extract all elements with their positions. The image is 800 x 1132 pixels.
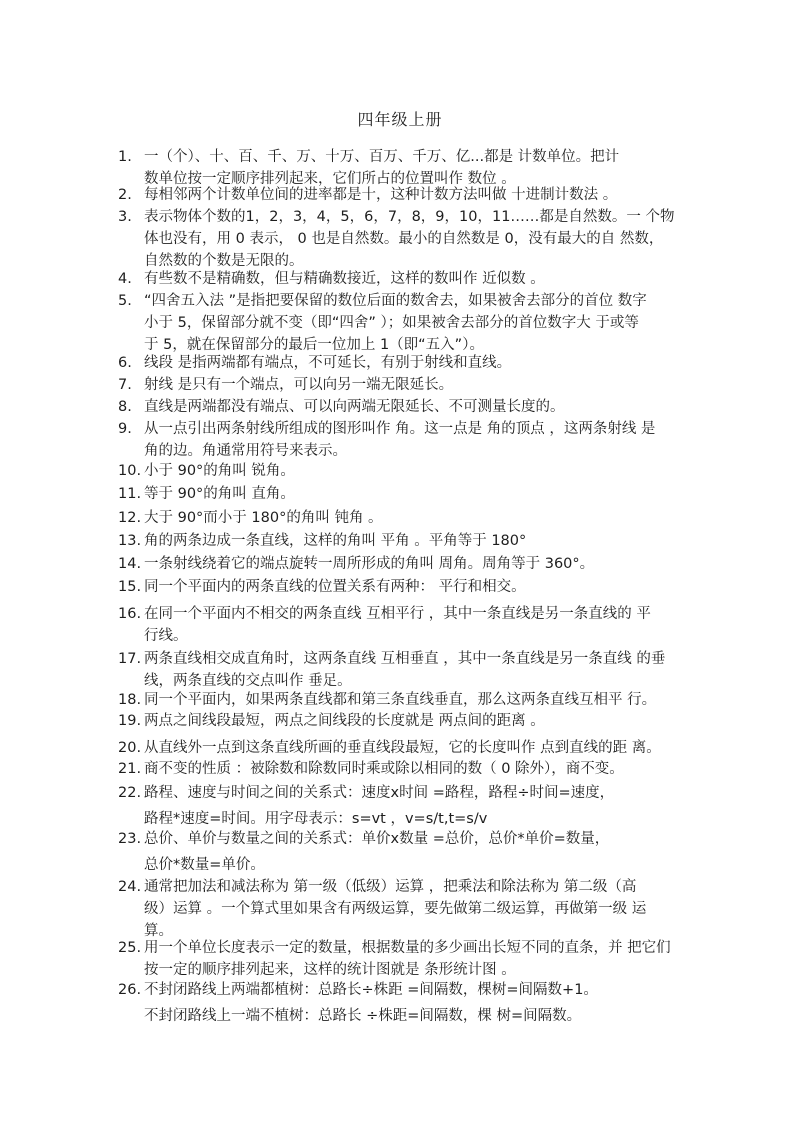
- item-number: 24.: [118, 879, 142, 895]
- item-text: 两点之间线段最短，两点之间线段的长度就是 两点间的距离 。: [144, 713, 545, 729]
- item-continuation: 不封闭路线上一端不植树：总路长 ÷株距=间隔数，棵 树=间隔数。: [144, 1008, 582, 1024]
- item-text: 大于 90°而小于 180°的角叫 钝角 。: [144, 510, 383, 526]
- item-text: 角的边。角通常用符号来表示。: [144, 443, 347, 459]
- item-text: “四舍五入法 ”是指把要保留的数位后面的数舍去，如果被舍去部分的首位 数字: [144, 293, 647, 309]
- item-text: 两条直线相交成直角时，这两条直线 互相垂直 ，其中一条直线是另一条直线 的垂: [144, 651, 666, 667]
- item-text: 小于 5，保留部分就不变（即“四舍” ）；如果被舍去部分的首位数字大 于或等: [144, 315, 639, 331]
- item-number: 25.: [118, 940, 142, 956]
- item-text: 有些数不是精确数，但与精确数接近，这样的数叫作 近似数 。: [144, 271, 545, 287]
- item-number: 7.: [118, 377, 132, 393]
- item-text: 按一定的顺序排列起来，这样的统计图就是 条形统计图 。: [144, 962, 516, 978]
- item-text: 从直线外一点到这条直线所画的垂直线段最短，它的长度叫作 点到直线的距 离。: [144, 740, 661, 756]
- item-number: 11.: [118, 486, 142, 502]
- item-number: 14.: [118, 556, 142, 572]
- item-text: 总价*数量=单价。: [144, 857, 265, 873]
- item-text: 在同一个平面内不相交的两条直线 互相平行 ，其中一条直线是另一条直线的 平: [144, 606, 651, 622]
- item-text: 角的两条边成一条直线，这样的角叫 平角 。平角等于 180°: [144, 533, 527, 549]
- item-number: 1.: [118, 149, 132, 165]
- item-number: 23.: [118, 831, 142, 847]
- item-number: 9.: [118, 421, 132, 437]
- item-text: 等于 90°的角叫 直角。: [144, 486, 295, 502]
- item-text: 射线 是只有一个端点，可以向另一端无限延长。: [144, 377, 454, 393]
- item-text: 自然数的个数是无限的。: [144, 253, 304, 269]
- item-number: 22.: [118, 785, 142, 801]
- item-number: 8.: [118, 399, 132, 415]
- item-text: 行线。: [144, 628, 188, 644]
- item-number: 4.: [118, 271, 132, 287]
- item-text: 同一个平面内的两条直线的位置关系有两种： 平行和相交。: [144, 579, 526, 595]
- item-text: 算。: [144, 923, 173, 939]
- item-number: 3.: [118, 209, 132, 225]
- item-number: 17.: [118, 651, 142, 667]
- item-number: 26.: [118, 982, 142, 998]
- item-number: 18.: [118, 692, 142, 708]
- item-text: 每相邻两个计数单位间的进率都是十，这种计数方法叫做 十进制计数法 。: [144, 187, 618, 203]
- item-text: 小于 90°的角叫 锐角。: [144, 463, 295, 479]
- item-text: 一（个）、十、百、千、万、十万、百万、千万、亿...都是 计数单位。把计: [144, 149, 620, 165]
- item-text: 体也没有，用 0 表示， 0 也是自然数。最小的自然数是 0，没有最大的自 然数，: [144, 231, 664, 247]
- item-text: 线段 是指两端都有端点，不可延长，有别于射线和直线。: [144, 355, 512, 371]
- item-number: 21.: [118, 761, 142, 777]
- item-number: 10.: [118, 463, 142, 479]
- item-text: 于 5，就在保留部分的最后一位加上 1（即“五入”）。: [144, 337, 484, 353]
- page-title: 四年级上册: [357, 110, 443, 129]
- item-number: 13.: [118, 533, 142, 549]
- item-text: 不封闭路线上两端都植树：总路长÷株距 =间隔数，棵树=间隔数+1。: [144, 982, 598, 998]
- item-text: 直线是两端都没有端点、可以向两端无限延长、不可测量长度的。: [144, 399, 565, 415]
- item-text: 从一点引出两条射线所组成的图形叫作 角。这一点是 角的顶点 ，这两条射线 是: [144, 421, 656, 437]
- item-text: 商不变的性质 ：被除数和除数同时乘或除以相同的数（ 0 除外），商不变。: [144, 761, 624, 777]
- item-number: 12.: [118, 510, 142, 526]
- item-text: 一条射线绕着它的端点旋转一周所形成的角叫 周角。周角等于 360°。: [144, 556, 595, 572]
- item-text: 用一个单位长度表示一定的数量，根据数量的多少画出长短不同的直条，并 把它们: [144, 940, 671, 956]
- item-text: 路程*速度=时间。用字母表示：s=vt ，v=s/t,t=s/v: [144, 811, 488, 827]
- item-number: 16.: [118, 606, 142, 622]
- item-text: 线，两条直线的交点叫作 垂足。: [144, 673, 352, 689]
- item-text: 路程、速度与时间之间的关系式：速度x时间 =路程，路程÷时间=速度，: [144, 785, 615, 801]
- item-text: 总价、单价与数量之间的关系式：单价x数量 =总价，总价*单价=数量，: [144, 831, 610, 847]
- item-text: 表示物体个数的1，2，3，4，5，6，7，8，9，10，11……都是自然数。一 个物: [144, 209, 675, 225]
- item-number: 15.: [118, 579, 142, 595]
- item-text: 数单位按一定顺序排列起来，它们所占的位置叫作 数位 。: [144, 171, 516, 187]
- item-number: 5.: [118, 293, 132, 309]
- item-number: 6.: [118, 355, 132, 371]
- item-number: 19.: [118, 713, 142, 729]
- item-number: 20.: [118, 740, 142, 756]
- item-text: 通常把加法和减法称为 第一级（低级）运算 ，把乘法和除法称为 第二级（高: [144, 879, 637, 895]
- item-text: 级）运算 。一个算式里如果含有两级运算，要先做第二级运算，再做第一级 运: [144, 901, 647, 917]
- item-number: 2.: [118, 187, 132, 203]
- item-text: 同一个平面内，如果两条直线都和第三条直线垂直，那么这两条直线互相平 行。: [144, 692, 657, 708]
